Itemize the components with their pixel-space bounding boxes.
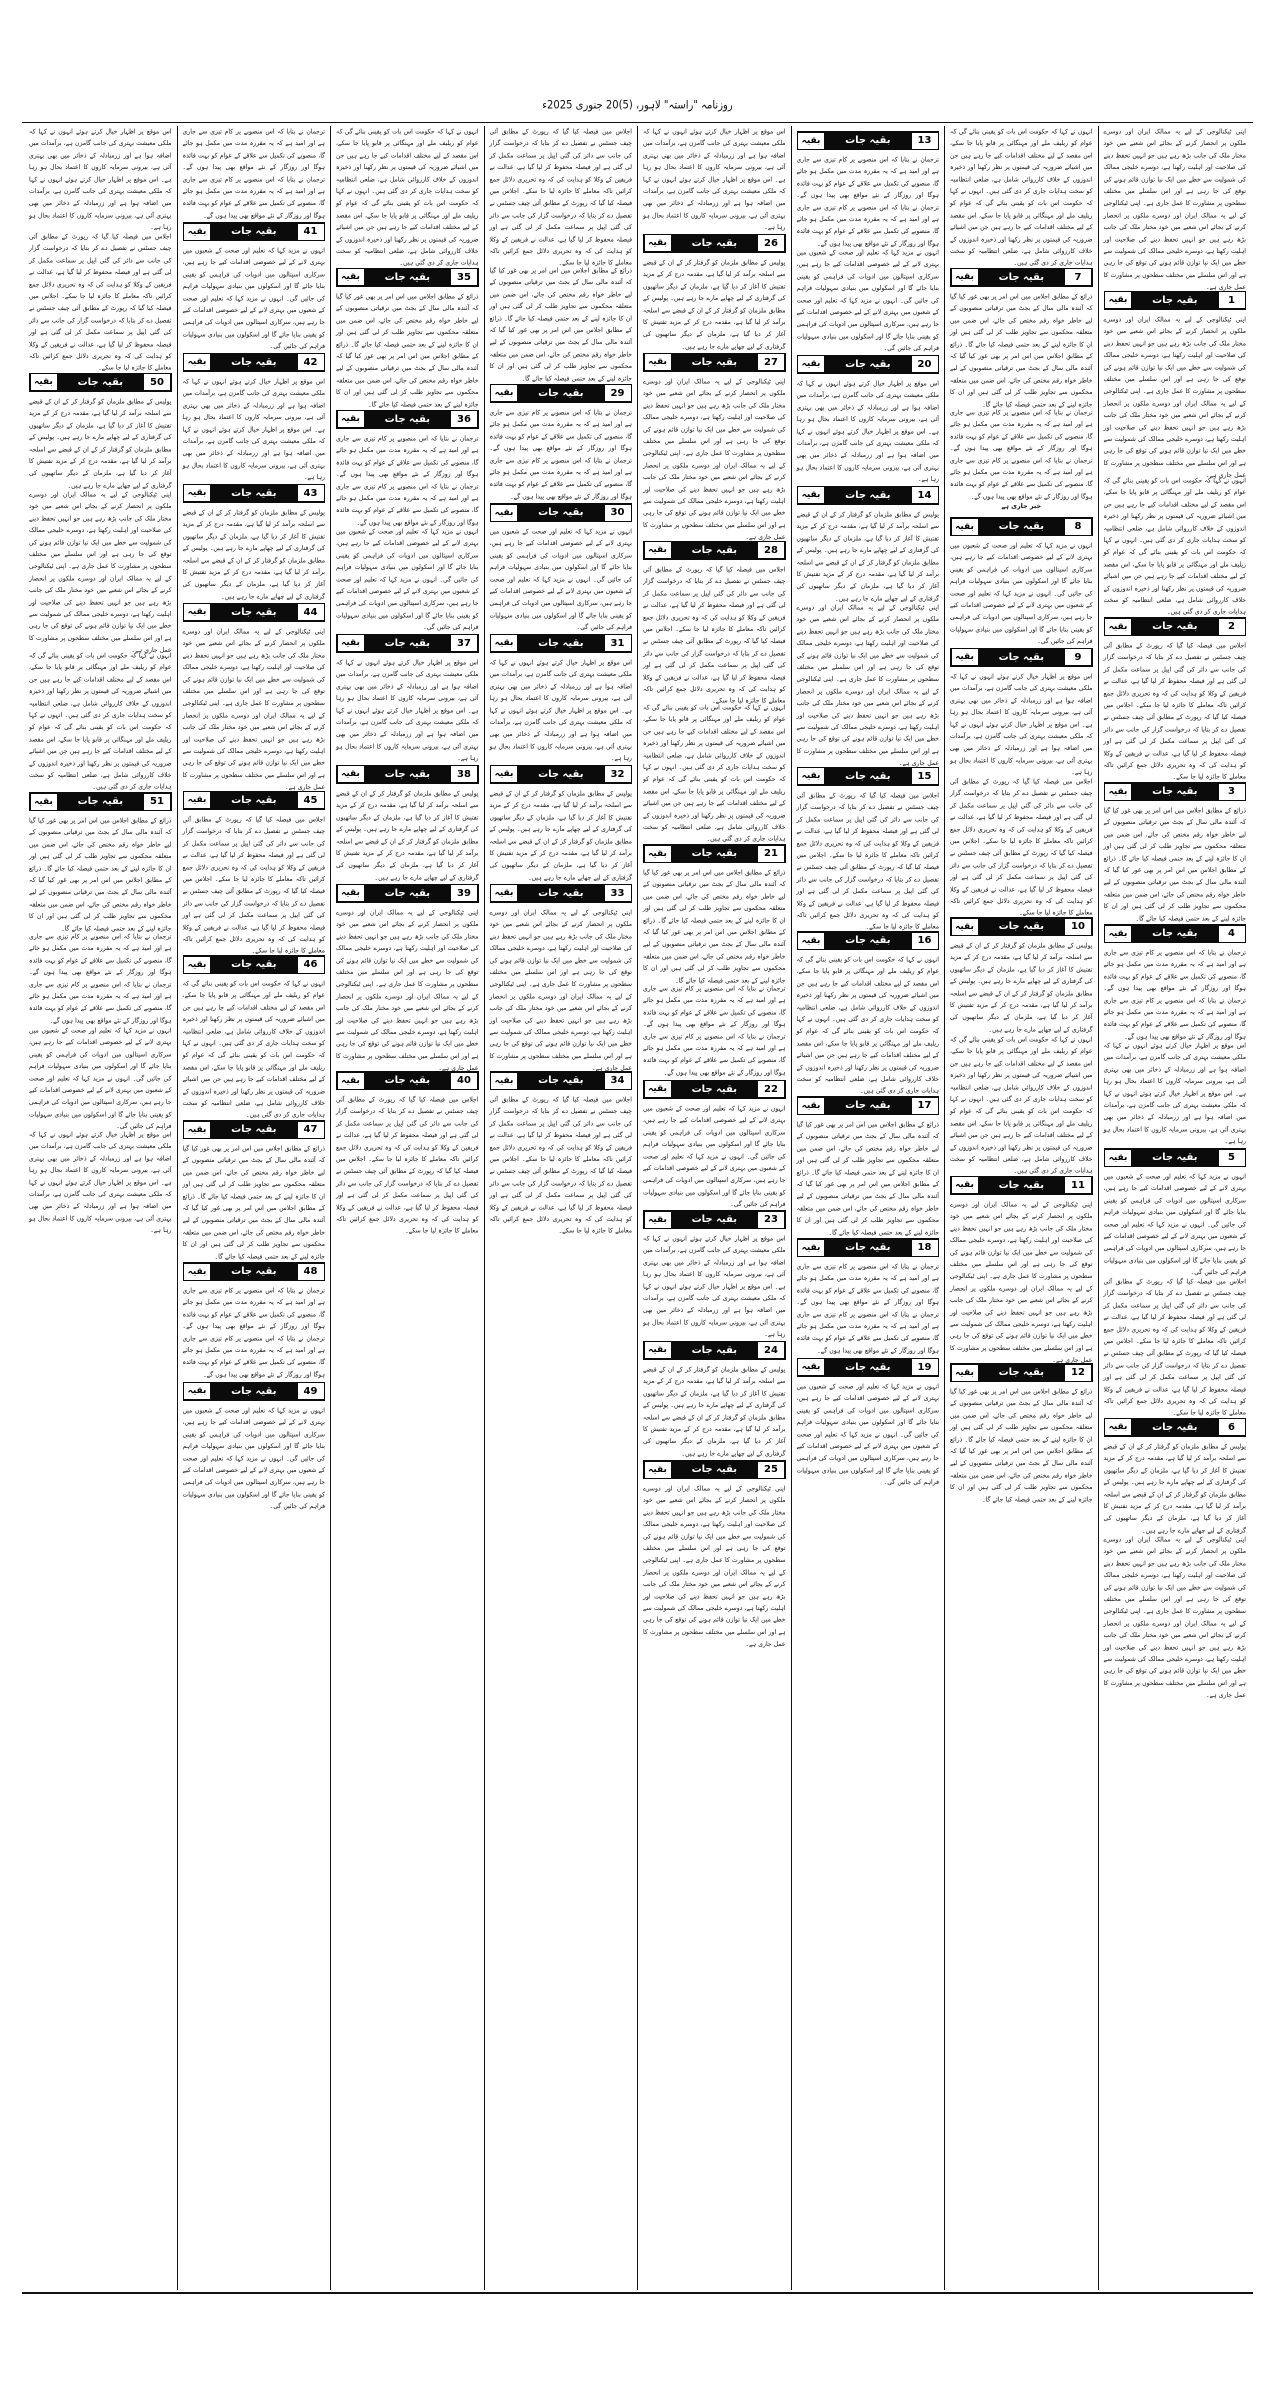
continuation-title: بقیہ جات: [538, 1075, 584, 1087]
article-paragraph: اجلاس میں فیصلہ کیا گیا کہ رپورٹ کے مطابق آئی چیف جسٹس نے تفصیل دے کر بتایا کہ درخواست گزار کی جانب سے دائر کی گئی اپیل پر سماعت مکمل کر لی گئی ہے اور فیصلہ محفوظ کر لیا گیا ہے، عدالت نے فریقین کے وکلا کو ہدایت کی کہ وہ تحریری دلائل جمع کرائیں تاکہ معاملے کا جائزہ لیا جا سکے۔ اجلاس میں فیصلہ کیا گیا کہ رپورٹ کے مطابق آئی چیف جسٹس نے تفصیل دے کر بتایا کہ درخواست گزار کی جانب سے دائر کی گئی اپیل پر سماعت مکمل کر لی گئی ہے اور فیصلہ محفوظ کر لیا گیا ہے، عدالت نے فریقین کے وکلا کو ہدایت کی کہ وہ تحریری دلائل جمع کرائیں تاکہ معاملے کا جائزہ لیا جا سکے۔: [489, 1096, 632, 1236]
continuation-number: 51: [144, 794, 170, 810]
article-paragraph: اجلاس میں فیصلہ کیا گیا کہ رپورٹ کے مطابق آئی چیف جسٹس نے تفصیل دے کر بتایا کہ درخواست گزار کی جانب سے دائر کی گئی اپیل پر سماعت مکمل کر لی گئی ہے اور فیصلہ محفوظ کر لیا گیا ہے، عدالت نے فریقین کے وکلا کو ہدایت کی کہ وہ تحریری دلائل جمع کرائیں تاکہ معاملے کا جائزہ لیا جا سکے۔ اجلاس میں فیصلہ کیا گیا کہ رپورٹ کے مطابق آئی چیف جسٹس نے تفصیل دے کر بتایا کہ درخواست گزار کی جانب سے دائر کی گئی اپیل پر سماعت مکمل کر لی گئی ہے اور فیصلہ محفوظ کر لیا گیا ہے، عدالت نے فریقین کے وکلا کو ہدایت کی کہ وہ تحریری دلائل جمع کرائیں تاکہ معاملے کا جائزہ لیا جا سکے۔: [643, 565, 786, 705]
continuation-number: 37: [451, 635, 477, 651]
newspaper-column: [944, 126, 1098, 2290]
continuation-number: 12: [1065, 1365, 1091, 1381]
article-paragraph: انہوں نے کہا کہ حکومت اس بات کو یقینی بنائے گی کہ عوام کو ریلیف ملے اور مہنگائی پر قابو پایا جا سکے، اس مقصد کے لیے مختلف اقدامات کیے جا رہے ہیں جن میں اشیائے ضروریہ کی قیمتوں پر نظر رکھنا اور ذخیرہ اندوزوں کے خلاف کارروائی شامل ہے، ضلعی انتظامیہ کو سخت ہدایات جاری کر دی گئی ہیں۔ انہوں نے کہا کہ حکومت اس بات کو یقینی بنائے گی کہ عوام کو ریلیف ملے اور مہنگائی پر قابو پایا جا سکے، اس مقصد کے لیے مختلف اقدامات کیے جا رہے ہیں جن میں اشیائے ضروریہ کی قیمتوں پر نظر رکھنا اور ذخیرہ اندوزوں کے خلاف کارروائی شامل ہے، ضلعی انتظامیہ کو سخت ہدایات جاری کر دی گئی ہیں۔: [643, 704, 786, 844]
continuation-header-bar[interactable]: [490, 384, 633, 403]
continuation-header-bar[interactable]: [643, 844, 786, 863]
continuation-tag: بقیہ: [491, 766, 517, 782]
continuation-title: بقیہ جات: [1152, 294, 1198, 306]
article-paragraph: انہوں نے کہا کہ حکومت اس بات کو یقینی بنائے گی کہ عوام کو ریلیف ملے اور مہنگائی پر قابو پایا جا سکے، اس مقصد کے لیے مختلف اقدامات کیے جا رہے ہیں جن میں اشیائے ضروریہ کی قیمتوں پر نظر رکھنا اور ذخیرہ اندوزوں کے خلاف کارروائی شامل ہے، ضلعی انتظامیہ کو سخت ہدایات جاری کر دی گئی ہیں۔ انہوں نے کہا کہ حکومت اس بات کو یقینی بنائے گی کہ عوام کو ریلیف ملے اور مہنگائی پر قابو پایا جا سکے، اس مقصد کے لیے مختلف اقدامات کیے جا رہے ہیں جن میں اشیائے ضروریہ کی قیمتوں پر نظر رکھنا اور ذخیرہ اندوزوں کے خلاف کارروائی شامل ہے، ضلعی انتظامیہ کو سخت ہدایات جاری کر دی گئی ہیں۔: [29, 652, 172, 792]
continuation-header-bar[interactable]: [1104, 1418, 1247, 1437]
article-paragraph: اس موقع پر اظہار خیال کرتے ہوئے انہوں نے کہا کہ ملکی معیشت بہتری کی جانب گامزن ہے، برآمدات میں اضافہ ہوا ہے اور زرمبادلہ کے ذخائر میں بھی بہتری آئی ہے، بیرونی سرمایہ کاروں کا اعتماد بحال ہو رہا ہے۔ اس موقع پر اظہار خیال کرتے ہوئے انہوں نے کہا کہ ملکی معیشت بہتری کی جانب گامزن ہے، برآمدات میں اضافہ ہوا ہے اور زرمبادلہ کے ذخائر میں بھی بہتری آئی ہے، بیرونی سرمایہ کاروں کا اعتماد بحال ہو رہا ہے۔: [489, 658, 632, 763]
newspaper-column: [24, 126, 177, 2290]
continuation-number: 13: [912, 133, 938, 149]
article-paragraph: اپنی ٹیکنالوجی کے لیے یہ ممالک ایران اور دوسرے ملکوں پر انحصار کرنے کے بجائے اس شعبے میں خود مختار ملک کی جانب بڑھ رہے ہیں جو انہیں تحفظ دینے کی صلاحیت اور اہلیت رکھتا ہے، دوسرے خلیجی ممالک کی شمولیت سے خطے میں ایک نیا توازن قائم ہونے کی توقع کی جا رہی ہے اور اس سلسلے میں مختلف سطحوں پر مشاورت کا عمل جاری ہے۔ اپنی ٹیکنالوجی کے لیے یہ ممالک ایران اور دوسرے ملکوں پر انحصار کرنے کے بجائے اس شعبے میں خود مختار ملک کی جانب بڑھ رہے ہیں جو انہیں تحفظ دینے کی صلاحیت اور اہلیت رکھتا ہے، دوسرے خلیجی ممالک کی شمولیت سے خطے میں ایک نیا توازن قائم ہونے کی توقع کی جا رہی ہے اور اس سلسلے میں مختلف سطحوں پر مشاورت کا عمل جاری ہے۔: [950, 1200, 1093, 1364]
continuation-tag: بقیہ: [952, 1365, 978, 1381]
continuation-number: 6: [1219, 1419, 1245, 1435]
continuation-title: بقیہ جات: [231, 959, 277, 971]
continuation-tag: بقیہ: [798, 356, 824, 372]
continuation-tag: بقیہ: [491, 385, 517, 401]
continuation-title: بقیہ جات: [845, 1361, 891, 1373]
article-paragraph: انہوں نے مزید کہا کہ تعلیم اور صحت کے شعبوں میں بہتری لانے کے لیے خصوصی اقدامات کیے جا رہے ہیں، سرکاری اسپتالوں میں ادویات کی فراہمی کو یقینی بنایا جائے گا اور اسکولوں میں بنیادی سہولیات فراہم کی جائیں گی۔ انہوں نے مزید کہا کہ تعلیم اور صحت کے شعبوں میں بہتری لانے کے لیے خصوصی اقدامات کیے جا رہے ہیں، سرکاری اسپتالوں میں ادویات کی فراہمی کو یقینی بنایا جائے گا اور اسکولوں میں بنیادی سہولیات فراہم کی جائیں گی۔: [29, 1026, 172, 1130]
continuation-tag: بقیہ: [1105, 292, 1131, 308]
continuation-title: بقیہ جات: [845, 358, 891, 370]
continuation-tag: بقیہ: [952, 919, 978, 935]
continuation-number: 23: [758, 1212, 784, 1228]
continuation-tag: بقیہ: [491, 505, 517, 521]
continuation-title: بقیہ جات: [538, 507, 584, 519]
continuation-number: 39: [451, 885, 477, 901]
article-paragraph: انہوں نے مزید کہا کہ تعلیم اور صحت کے شعبوں میں بہتری لانے کے لیے خصوصی اقدامات کیے جا رہے ہیں، سرکاری اسپتالوں میں ادویات کی فراہمی کو یقینی بنایا جائے گا اور اسکولوں میں بنیادی سہولیات فراہم کی جائیں گی۔ انہوں نے مزید کہا کہ تعلیم اور صحت کے شعبوں میں بہتری لانے کے لیے خصوصی اقدامات کیے جا رہے ہیں، سرکاری اسپتالوں میں ادویات کی فراہمی کو یقینی بنایا جائے گا اور اسکولوں میں بنیادی سہولیات فراہم کی جائیں گی۔: [796, 249, 939, 353]
continuation-number: 18: [912, 1240, 938, 1256]
article-paragraph: انہوں نے کہا کہ حکومت اس بات کو یقینی بنائے گی کہ عوام کو ریلیف ملے اور مہنگائی پر قابو پایا جا سکے، اس مقصد کے لیے مختلف اقدامات کیے جا رہے ہیں جن میں اشیائے ضروریہ کی قیمتوں پر نظر رکھنا اور ذخیرہ اندوزوں کے خلاف کارروائی شامل ہے، ضلعی انتظامیہ کو سخت ہدایات جاری کر دی گئی ہیں۔ انہوں نے کہا کہ حکومت اس بات کو یقینی بنائے گی کہ عوام کو ریلیف ملے اور مہنگائی پر قابو پایا جا سکے، اس مقصد کے لیے مختلف اقدامات کیے جا رہے ہیں جن میں اشیائے ضروریہ کی قیمتوں پر نظر رکھنا اور ذخیرہ اندوزوں کے خلاف کارروائی شامل ہے، ضلعی انتظامیہ کو سخت ہدایات جاری کر دی گئی ہیں۔: [182, 980, 325, 1120]
continuation-title: بقیہ جات: [998, 921, 1044, 933]
continuation-tag: بقیہ: [1105, 784, 1131, 800]
continuation-header-bar[interactable]: [336, 410, 479, 429]
continuation-title: بقیہ جات: [384, 413, 430, 425]
continuation-tag: بقیہ: [645, 354, 671, 370]
continuation-header-bar[interactable]: [950, 648, 1093, 667]
newspaper-column: [484, 126, 638, 2290]
continuation-number: 31: [605, 635, 631, 651]
continuation-tag: بقیہ: [1105, 619, 1131, 635]
continuation-header-bar[interactable]: [643, 353, 786, 372]
article-paragraph: انہوں نے مزید کہا کہ تعلیم اور صحت کے شعبوں میں بہتری لانے کے لیے خصوصی اقدامات کیے جا رہے ہیں، سرکاری اسپتالوں میں ادویات کی فراہمی کو یقینی بنایا جائے گا اور اسکولوں میں بنیادی سہولیات فراہم کی جائیں گی۔ انہوں نے مزید کہا کہ تعلیم اور صحت کے شعبوں میں بہتری لانے کے لیے خصوصی اقدامات کیے جا رہے ہیں، سرکاری اسپتالوں میں ادویات کی فراہمی کو یقینی بنایا جائے گا اور اسکولوں میں بنیادی سہولیات فراہم کی جائیں گی۔: [336, 528, 479, 632]
continuation-tag: بقیہ: [1105, 926, 1131, 942]
continuation-number: 44: [298, 604, 324, 620]
continuation-title: بقیہ جات: [77, 796, 123, 808]
article-paragraph: پولیس کے مطابق ملزمان کو گرفتار کر کے ان کے قبضے سے اسلحہ برآمد کر لیا گیا ہے، مقدمہ درج کر کے مزید تفتیش کا آغاز کر دیا گیا ہے، ملزمان کے دیگر ساتھیوں کی گرفتاری کے لیے چھاپے مارے جا رہے ہیں۔ پولیس کے مطابق ملزمان کو گرفتار کر کے ان کے قبضے سے اسلحہ برآمد کر لیا گیا ہے، مقدمہ درج کر کے مزید تفتیش کا آغاز کر دیا گیا ہے، ملزمان کے دیگر ساتھیوں کی گرفتاری کے لیے چھاپے مارے جا رہے ہیں۔: [796, 510, 939, 602]
continuation-title: بقیہ جات: [845, 935, 891, 947]
article-paragraph: اپنی ٹیکنالوجی کے لیے یہ ممالک ایران اور دوسرے ملکوں پر انحصار کرنے کے بجائے اس شعبے میں خود مختار ملک کی جانب بڑھ رہے ہیں جو انہیں تحفظ دینے کی صلاحیت اور اہلیت رکھتا ہے، دوسرے خلیجی ممالک کی شمولیت سے خطے میں ایک نیا توازن قائم ہونے کی توقع کی جا رہی ہے اور اس سلسلے میں مختلف سطحوں پر مشاورت کا عمل جاری ہے۔ اپنی ٹیکنالوجی کے لیے یہ ممالک ایران اور دوسرے ملکوں پر انحصار کرنے کے بجائے اس شعبے میں خود مختار ملک کی جانب بڑھ رہے ہیں جو انہیں تحفظ دینے کی صلاحیت اور اہلیت رکھتا ہے، دوسرے خلیجی ممالک کی شمولیت سے خطے میں ایک نیا توازن قائم ہونے کی توقع کی جا رہی ہے اور اس سلسلے میں مختلف سطحوں پر مشاورت کا عمل جاری ہے۔: [796, 603, 939, 767]
article-paragraph: انہوں نے کہا کہ حکومت اس بات کو یقینی بنائے گی کہ عوام کو ریلیف ملے اور مہنگائی پر قابو پایا جا سکے، اس مقصد کے لیے مختلف اقدامات کیے جا رہے ہیں جن میں اشیائے ضروریہ کی قیمتوں پر نظر رکھنا اور ذخیرہ اندوزوں کے خلاف کارروائی شامل ہے، ضلعی انتظامیہ کو سخت ہدایات جاری کر دی گئی ہیں۔ انہوں نے کہا کہ حکومت اس بات کو یقینی بنائے گی کہ عوام کو ریلیف ملے اور مہنگائی پر قابو پایا جا سکے، اس مقصد کے لیے مختلف اقدامات کیے جا رہے ہیں جن میں اشیائے ضروریہ کی قیمتوں پر نظر رکھنا اور ذخیرہ اندوزوں کے خلاف کارروائی شامل ہے، ضلعی انتظامیہ کو سخت ہدایات جاری کر دی گئی ہیں۔: [1103, 477, 1246, 617]
article-paragraph: اجلاس میں فیصلہ کیا گیا کہ رپورٹ کے مطابق آئی چیف جسٹس نے تفصیل دے کر بتایا کہ درخواست گزار کی جانب سے دائر کی گئی اپیل پر سماعت مکمل کر لی گئی ہے اور فیصلہ محفوظ کر لیا گیا ہے، عدالت نے فریقین کے وکلا کو ہدایت کی کہ وہ تحریری دلائل جمع کرائیں تاکہ معاملے کا جائزہ لیا جا سکے۔ اجلاس میں فیصلہ کیا گیا کہ رپورٹ کے مطابق آئی چیف جسٹس نے تفصیل دے کر بتایا کہ درخواست گزار کی جانب سے دائر کی گئی اپیل پر سماعت مکمل کر لی گئی ہے اور فیصلہ محفوظ کر لیا گیا ہے، عدالت نے فریقین کے وکلا کو ہدایت کی کہ وہ تحریری دلائل جمع کرائیں تاکہ معاملے کا جائزہ لیا جا سکے۔: [1103, 1277, 1246, 1417]
continuation-title: بقیہ جات: [845, 135, 891, 146]
continuation-title: بقیہ جات: [998, 521, 1044, 533]
continuation-header-bar[interactable]: [950, 917, 1093, 936]
article-paragraph: اس موقع پر اظہار خیال کرتے ہوئے انہوں نے کہا کہ ملکی معیشت بہتری کی جانب گامزن ہے، برآمدات میں اضافہ ہوا ہے اور زرمبادلہ کے ذخائر میں بھی بہتری آئی ہے، بیرونی سرمایہ کاروں کا اعتماد بحال ہو رہا ہے۔ اس موقع پر اظہار خیال کرتے ہوئے انہوں نے کہا کہ ملکی معیشت بہتری کی جانب گامزن ہے، برآمدات میں اضافہ ہوا ہے اور زرمبادلہ کے ذخائر میں بھی بہتری آئی ہے، بیرونی سرمایہ کاروں کا اعتماد بحال ہو رہا ہے۔: [1103, 1042, 1246, 1146]
continuation-number: 32: [605, 766, 631, 782]
newspaper-column: [1098, 126, 1252, 2290]
article-paragraph: اپنی ٹیکنالوجی کے لیے یہ ممالک ایران اور دوسرے ملکوں پر انحصار کرنے کے بجائے اس شعبے میں خود مختار ملک کی جانب بڑھ رہے ہیں جو انہیں تحفظ دینے کی صلاحیت اور اہلیت رکھتا ہے، دوسرے خلیجی ممالک کی شمولیت سے خطے میں ایک نیا توازن قائم ہونے کی توقع کی جا رہی ہے اور اس سلسلے میں مختلف سطحوں پر مشاورت کا عمل جاری ہے۔ اپنی ٹیکنالوجی کے لیے یہ ممالک ایران اور دوسرے ملکوں پر انحصار کرنے کے بجائے اس شعبے میں خود مختار ملک کی جانب بڑھ رہے ہیں جو انہیں تحفظ دینے کی صلاحیت اور اہلیت رکھتا ہے، دوسرے خلیجی ممالک کی شمولیت سے خطے میں ایک نیا توازن قائم ہونے کی توقع کی جا رہی ہے اور اس سلسلے میں مختلف سطحوں پر مشاورت کا عمل جاری ہے۔: [1103, 315, 1246, 479]
continuation-header-bar[interactable]: [950, 1176, 1093, 1195]
continuation-tag: بقیہ: [184, 1383, 210, 1399]
continuation-number: 4: [1219, 926, 1245, 942]
continuation-header-bar[interactable]: [490, 884, 633, 903]
continuation-tag: بقیہ: [1105, 1419, 1131, 1435]
continuation-tag: بقیہ: [338, 885, 364, 901]
continuation-title: بقیہ جات: [384, 768, 430, 780]
article-paragraph: پولیس کے مطابق ملزمان کو گرفتار کر کے ان کے قبضے سے اسلحہ برآمد کر لیا گیا ہے، مقدمہ درج کر کے مزید تفتیش کا آغاز کر دیا گیا ہے، ملزمان کے دیگر ساتھیوں کی گرفتاری کے لیے چھاپے مارے جا رہے ہیں۔ پولیس کے مطابق ملزمان کو گرفتار کر کے ان کے قبضے سے اسلحہ برآمد کر لیا گیا ہے، مقدمہ درج کر کے مزید تفتیش کا آغاز کر دیا گیا ہے، ملزمان کے دیگر ساتھیوں کی گرفتاری کے لیے چھاپے مارے جا رہے ہیں۔: [182, 508, 325, 600]
continuation-header-bar[interactable]: [643, 1080, 786, 1099]
article-paragraph: پولیس کے مطابق ملزمان کو گرفتار کر کے ان کے قبضے سے اسلحہ برآمد کر لیا گیا ہے، مقدمہ درج کر کے مزید تفتیش کا آغاز کر دیا گیا ہے، ملزمان کے دیگر ساتھیوں کی گرفتاری کے لیے چھاپے مارے جا رہے ہیں۔ پولیس کے مطابق ملزمان کو گرفتار کر کے ان کے قبضے سے اسلحہ برآمد کر لیا گیا ہے، مقدمہ درج کر کے مزید تفتیش کا آغاز کر دیا گیا ہے، ملزمان کے دیگر ساتھیوں کی گرفتاری کے لیے چھاپے مارے جا رہے ہیں۔: [489, 789, 632, 881]
continuation-header-bar[interactable]: [1104, 924, 1247, 943]
newspaper-column: [330, 126, 484, 2290]
continuation-header-bar[interactable]: [797, 1096, 940, 1115]
continuation-header-bar[interactable]: [643, 1460, 786, 1479]
continuation-tag: بقیہ: [952, 1177, 978, 1193]
continuation-tag: بقیہ: [31, 374, 57, 390]
continuation-tag: بقیہ: [645, 1212, 671, 1228]
article-paragraph: انہوں نے مزید کہا کہ تعلیم اور صحت کے شعبوں میں بہتری لانے کے لیے خصوصی اقدامات کیے جا رہے ہیں، سرکاری اسپتالوں میں ادویات کی فراہمی کو یقینی بنایا جائے گا اور اسکولوں میں بنیادی سہولیات فراہم کی جائیں گی۔ انہوں نے مزید کہا کہ تعلیم اور صحت کے شعبوں میں بہتری لانے کے لیے خصوصی اقدامات کیے جا رہے ہیں، سرکاری اسپتالوں میں ادویات کی فراہمی کو یقینی بنایا جائے گا اور اسکولوں میں بنیادی سہولیات فراہم کی جائیں گی۔: [950, 542, 1093, 646]
continuation-tag: بقیہ: [31, 794, 57, 810]
article-paragraph: ذرائع کے مطابق اجلاس میں اس امر پر بھی غور کیا گیا کہ آئندہ مالی سال کے بجٹ میں ترقیاتی منصوبوں کے لیے خاطر خواہ رقم مختص کی جائے، اس ضمن میں متعلقہ محکموں سے تجاویز طلب کر لی گئی ہیں اور ان کا جائزہ لینے کے بعد حتمی فیصلہ کیا جائے گا۔ ذرائع کے مطابق اجلاس میں اس امر پر بھی غور کیا گیا کہ آئندہ مالی سال کے بجٹ میں ترقیاتی منصوبوں کے لیے خاطر خواہ رقم مختص کی جائے، اس ضمن میں متعلقہ محکموں سے تجاویز طلب کر لی گئی ہیں اور ان کا جائزہ لینے کے بعد حتمی فیصلہ کیا جائے گا۔: [1103, 807, 1246, 923]
continuation-number: 48: [298, 1264, 324, 1280]
continuation-number: 50: [144, 374, 170, 390]
continuation-header-bar[interactable]: [950, 517, 1093, 536]
continuation-header-bar[interactable]: [1104, 782, 1247, 801]
continuation-title: بقیہ جات: [538, 637, 584, 649]
continuation-title: بقیہ جات: [691, 1464, 737, 1476]
continuation-title: بقیہ جات: [845, 1100, 891, 1112]
continuation-tag: بقیہ: [184, 354, 210, 370]
article-paragraph: انہوں نے مزید کہا کہ تعلیم اور صحت کے شعبوں میں بہتری لانے کے لیے خصوصی اقدامات کیے جا رہے ہیں، سرکاری اسپتالوں میں ادویات کی فراہمی کو یقینی بنایا جائے گا اور اسکولوں میں بنیادی سہولیات فراہم کی جائیں گی۔ انہوں نے مزید کہا کہ تعلیم اور صحت کے شعبوں میں بہتری لانے کے لیے خصوصی اقدامات کیے جا رہے ہیں، سرکاری اسپتالوں میں ادویات کی فراہمی کو یقینی بنایا جائے گا اور اسکولوں میں بنیادی سہولیات فراہم کی جائیں گی۔: [489, 528, 632, 632]
continuation-title: بقیہ جات: [538, 887, 584, 899]
continuation-header-bar[interactable]: [336, 268, 479, 287]
article-paragraph: انہوں نے کہا کہ حکومت اس بات کو یقینی بنائے گی کہ عوام کو ریلیف ملے اور مہنگائی پر قابو پایا جا سکے، اس مقصد کے لیے مختلف اقدامات کیے جا رہے ہیں جن میں اشیائے ضروریہ کی قیمتوں پر نظر رکھنا اور ذخیرہ اندوزوں کے خلاف کارروائی شامل ہے، ضلعی انتظامیہ کو سخت ہدایات جاری کر دی گئی ہیں۔ انہوں نے کہا کہ حکومت اس بات کو یقینی بنائے گی کہ عوام کو ریلیف ملے اور مہنگائی پر قابو پایا جا سکے، اس مقصد کے لیے مختلف اقدامات کیے جا رہے ہیں جن میں اشیائے ضروریہ کی قیمتوں پر نظر رکھنا اور ذخیرہ اندوزوں کے خلاف کارروائی شامل ہے، ضلعی انتظامیہ کو سخت ہدایات جاری کر دی گئی ہیں۔: [336, 128, 479, 268]
continuation-number: 10: [1065, 919, 1091, 935]
masthead-text: روزنامہ "راستہ" لاہور، (5)20 جنوری 2025ء: [542, 99, 733, 112]
continuation-tag: بقیہ: [184, 1264, 210, 1280]
continuation-tag: بقیہ: [798, 1359, 824, 1375]
continuation-title: بقیہ جات: [231, 1124, 277, 1136]
article-paragraph: پولیس کے مطابق ملزمان کو گرفتار کر کے ان کے قبضے سے اسلحہ برآمد کر لیا گیا ہے، مقدمہ درج کر کے مزید تفتیش کا آغاز کر دیا گیا ہے، ملزمان کے دیگر ساتھیوں کی گرفتاری کے لیے چھاپے مارے جا رہے ہیں۔ پولیس کے مطابق ملزمان کو گرفتار کر کے ان کے قبضے سے اسلحہ برآمد کر لیا گیا ہے، مقدمہ درج کر کے مزید تفتیش کا آغاز کر دیا گیا ہے، ملزمان کے دیگر ساتھیوں کی گرفتاری کے لیے چھاپے مارے جا رہے ہیں۔: [643, 1366, 786, 1458]
continuation-header-bar[interactable]: [336, 634, 479, 653]
continuation-tag: بقیہ: [952, 649, 978, 665]
continuation-number: 28: [758, 542, 784, 558]
continuation-tag: بقیہ: [338, 635, 364, 651]
continuation-header-bar[interactable]: [797, 486, 940, 505]
continuation-title: بقیہ جات: [998, 1367, 1044, 1379]
continuation-title: بقیہ جات: [231, 1266, 277, 1278]
continuation-title: بقیہ جات: [691, 1083, 737, 1095]
continuation-tag: بقیہ: [645, 542, 671, 558]
article-paragraph: پولیس کے مطابق ملزمان کو گرفتار کر کے ان کے قبضے سے اسلحہ برآمد کر لیا گیا ہے، مقدمہ درج کر کے مزید تفتیش کا آغاز کر دیا گیا ہے، ملزمان کے دیگر ساتھیوں کی گرفتاری کے لیے چھاپے مارے جا رہے ہیں۔ پولیس کے مطابق ملزمان کو گرفتار کر کے ان کے قبضے سے اسلحہ برآمد کر لیا گیا ہے، مقدمہ درج کر کے مزید تفتیش کا آغاز کر دیا گیا ہے، ملزمان کے دیگر ساتھیوں کی گرفتاری کے لیے چھاپے مارے جا رہے ہیں۔: [336, 789, 479, 881]
article-paragraph: ترجمان نے بتایا کہ اس منصوبے پر کام تیزی سے جاری ہے اور امید ہے کہ یہ مقررہ مدت میں مکمل ہو جائے گا، منصوبے کی تکمیل سے علاقے کے عوام کو بہت فائدہ ہوگا اور روزگار کے نئے مواقع بھی پیدا ہوں گے۔ ترجمان نے بتایا کہ اس منصوبے پر کام تیزی سے جاری ہے اور امید ہے کہ یہ مقررہ مدت میں مکمل ہو جائے گا، منصوبے کی تکمیل سے علاقے کے عوام کو بہت فائدہ ہوگا اور روزگار کے نئے مواقع بھی پیدا ہوں گے۔: [182, 1287, 325, 1379]
continuation-title: بقیہ جات: [998, 271, 1044, 283]
continuation-title: بقیہ جات: [1152, 621, 1198, 633]
article-paragraph: انہوں نے کہا کہ حکومت اس بات کو یقینی بنائے گی کہ عوام کو ریلیف ملے اور مہنگائی پر قابو پایا جا سکے، اس مقصد کے لیے مختلف اقدامات کیے جا رہے ہیں جن میں اشیائے ضروریہ کی قیمتوں پر نظر رکھنا اور ذخیرہ اندوزوں کے خلاف کارروائی شامل ہے، ضلعی انتظامیہ کو سخت ہدایات جاری کر دی گئی ہیں۔ انہوں نے کہا کہ حکومت اس بات کو یقینی بنائے گی کہ عوام کو ریلیف ملے اور مہنگائی پر قابو پایا جا سکے، اس مقصد کے لیے مختلف اقدامات کیے جا رہے ہیں جن میں اشیائے ضروریہ کی قیمتوں پر نظر رکھنا اور ذخیرہ اندوزوں کے خلاف کارروائی شامل ہے، ضلعی انتظامیہ کو سخت ہدایات جاری کر دی گئی ہیں۔: [796, 956, 939, 1096]
continuation-number: 42: [298, 354, 324, 370]
continuation-header-bar[interactable]: [1104, 1148, 1247, 1167]
article-paragraph: ترجمان نے بتایا کہ اس منصوبے پر کام تیزی سے جاری ہے اور امید ہے کہ یہ مقررہ مدت میں مکمل ہو جائے گا، منصوبے کی تکمیل سے علاقے کے عوام کو بہت فائدہ ہوگا اور روزگار کے نئے مواقع بھی پیدا ہوں گے۔ ترجمان نے بتایا کہ اس منصوبے پر کام تیزی سے جاری ہے اور امید ہے کہ یہ مقررہ مدت میں مکمل ہو جائے گا، منصوبے کی تکمیل سے علاقے کے عوام کو بہت فائدہ ہوگا اور روزگار کے نئے مواقع بھی پیدا ہوں گے۔: [29, 933, 172, 1025]
continuation-number: 25: [758, 1462, 784, 1478]
article-paragraph: اپنی ٹیکنالوجی کے لیے یہ ممالک ایران اور دوسرے ملکوں پر انحصار کرنے کے بجائے اس شعبے میں خود مختار ملک کی جانب بڑھ رہے ہیں جو انہیں تحفظ دینے کی صلاحیت اور اہلیت رکھتا ہے، دوسرے خلیجی ممالک کی شمولیت سے خطے میں ایک نیا توازن قائم ہونے کی توقع کی جا رہی ہے اور اس سلسلے میں مختلف سطحوں پر مشاورت کا عمل جاری ہے۔ اپنی ٹیکنالوجی کے لیے یہ ممالک ایران اور دوسرے ملکوں پر انحصار کرنے کے بجائے اس شعبے میں خود مختار ملک کی جانب بڑھ رہے ہیں جو انہیں تحفظ دینے کی صلاحیت اور اہلیت رکھتا ہے، دوسرے خلیجی ممالک کی شمولیت سے خطے میں ایک نیا توازن قائم ہونے کی توقع کی جا رہی ہے اور اس سلسلے میں مختلف سطحوں پر مشاورت کا عمل جاری ہے۔: [182, 627, 325, 791]
continuation-number: 21: [758, 846, 784, 862]
article-paragraph: اجلاس میں فیصلہ کیا گیا کہ رپورٹ کے مطابق آئی چیف جسٹس نے تفصیل دے کر بتایا کہ درخواست گزار کی جانب سے دائر کی گئی اپیل پر سماعت مکمل کر لی گئی ہے اور فیصلہ محفوظ کر لیا گیا ہے، عدالت نے فریقین کے وکلا کو ہدایت کی کہ وہ تحریری دلائل جمع کرائیں تاکہ معاملے کا جائزہ لیا جا سکے۔ اجلاس میں فیصلہ کیا گیا کہ رپورٹ کے مطابق آئی چیف جسٹس نے تفصیل دے کر بتایا کہ درخواست گزار کی جانب سے دائر کی گئی اپیل پر سماعت مکمل کر لی گئی ہے اور فیصلہ محفوظ کر لیا گیا ہے، عدالت نے فریقین کے وکلا کو ہدایت کی کہ وہ تحریری دلائل جمع کرائیں تاکہ معاملے کا جائزہ لیا جا سکے۔: [336, 1096, 479, 1236]
continuation-header-bar[interactable]: [29, 373, 172, 392]
continuation-number: 38: [451, 766, 477, 782]
continuation-tag: بقیہ: [338, 269, 364, 285]
continuation-header-bar[interactable]: [183, 1382, 326, 1401]
continuation-tag: بقیہ: [798, 487, 824, 503]
continuation-title: بقیہ جات: [1152, 1421, 1198, 1433]
continuation-tag: بقیہ: [645, 1081, 671, 1097]
article-paragraph: انہوں نے مزید کہا کہ تعلیم اور صحت کے شعبوں میں بہتری لانے کے لیے خصوصی اقدامات کیے جا رہے ہیں، سرکاری اسپتالوں میں ادویات کی فراہمی کو یقینی بنایا جائے گا اور اسکولوں میں بنیادی سہولیات فراہم کی جائیں گی۔ انہوں نے مزید کہا کہ تعلیم اور صحت کے شعبوں میں بہتری لانے کے لیے خصوصی اقدامات کیے جا رہے ہیں، سرکاری اسپتالوں میں ادویات کی فراہمی کو یقینی بنایا جائے گا اور اسکولوں میں بنیادی سہولیات فراہم کی جائیں گی۔: [643, 1104, 786, 1208]
continuation-number: 9: [1065, 649, 1091, 665]
article-paragraph: پولیس کے مطابق ملزمان کو گرفتار کر کے ان کے قبضے سے اسلحہ برآمد کر لیا گیا ہے، مقدمہ درج کر کے مزید تفتیش کا آغاز کر دیا گیا ہے، ملزمان کے دیگر ساتھیوں کی گرفتاری کے لیے چھاپے مارے جا رہے ہیں۔ پولیس کے مطابق ملزمان کو گرفتار کر کے ان کے قبضے سے اسلحہ برآمد کر لیا گیا ہے، مقدمہ درج کر کے مزید تفتیش کا آغاز کر دیا گیا ہے، ملزمان کے دیگر ساتھیوں کی گرفتاری کے لیے چھاپے مارے جا رہے ہیں۔: [643, 258, 786, 350]
continuation-number: 40: [451, 1073, 477, 1089]
continuation-number: 49: [298, 1383, 324, 1399]
article-paragraph: انہوں نے کہا کہ حکومت اس بات کو یقینی بنائے گی کہ عوام کو ریلیف ملے اور مہنگائی پر قابو پایا جا سکے، اس مقصد کے لیے مختلف اقدامات کیے جا رہے ہیں جن میں اشیائے ضروریہ کی قیمتوں پر نظر رکھنا اور ذخیرہ اندوزوں کے خلاف کارروائی شامل ہے، ضلعی انتظامیہ کو سخت ہدایات جاری کر دی گئی ہیں۔ انہوں نے کہا کہ حکومت اس بات کو یقینی بنائے گی کہ عوام کو ریلیف ملے اور مہنگائی پر قابو پایا جا سکے، اس مقصد کے لیے مختلف اقدامات کیے جا رہے ہیں جن میں اشیائے ضروریہ کی قیمتوں پر نظر رکھنا اور ذخیرہ اندوزوں کے خلاف کارروائی شامل ہے، ضلعی انتظامیہ کو سخت ہدایات جاری کر دی گئی ہیں۔: [950, 1035, 1093, 1175]
article-paragraph: اجلاس میں فیصلہ کیا گیا کہ رپورٹ کے مطابق آئی چیف جسٹس نے تفصیل دے کر بتایا کہ درخواست گزار کی جانب سے دائر کی گئی اپیل پر سماعت مکمل کر لی گئی ہے اور فیصلہ محفوظ کر لیا گیا ہے، عدالت نے فریقین کے وکلا کو ہدایت کی کہ وہ تحریری دلائل جمع کرائیں تاکہ معاملے کا جائزہ لیا جا سکے۔ اجلاس میں فیصلہ کیا گیا کہ رپورٹ کے مطابق آئی چیف جسٹس نے تفصیل دے کر بتایا کہ درخواست گزار کی جانب سے دائر کی گئی اپیل پر سماعت مکمل کر لی گئی ہے اور فیصلہ محفوظ کر لیا گیا ہے، عدالت نے فریقین کے وکلا کو ہدایت کی کہ وہ تحریری دلائل جمع کرائیں تاکہ معاملے کا جائزہ لیا جا سکے۔: [1103, 642, 1246, 782]
article-paragraph: ترجمان نے بتایا کہ اس منصوبے پر کام تیزی سے جاری ہے اور امید ہے کہ یہ مقررہ مدت میں مکمل ہو جائے گا، منصوبے کی تکمیل سے علاقے کے عوام کو بہت فائدہ ہوگا اور روزگار کے نئے مواقع بھی پیدا ہوں گے۔ ترجمان نے بتایا کہ اس منصوبے پر کام تیزی سے جاری ہے اور امید ہے کہ یہ مقررہ مدت میں مکمل ہو جائے گا، منصوبے کی تکمیل سے علاقے کے عوام کو بہت فائدہ ہوگا اور روزگار کے نئے مواقع بھی پیدا ہوں گے۔: [796, 156, 939, 248]
article-paragraph: انہوں نے مزید کہا کہ تعلیم اور صحت کے شعبوں میں بہتری لانے کے لیے خصوصی اقدامات کیے جا رہے ہیں، سرکاری اسپتالوں میں ادویات کی فراہمی کو یقینی بنایا جائے گا اور اسکولوں میں بنیادی سہولیات فراہم کی جائیں گی۔ انہوں نے مزید کہا کہ تعلیم اور صحت کے شعبوں میں بہتری لانے کے لیے خصوصی اقدامات کیے جا رہے ہیں، سرکاری اسپتالوں میں ادویات کی فراہمی کو یقینی بنایا جائے گا اور اسکولوں میں بنیادی سہولیات فراہم کی جائیں گی۔: [182, 247, 325, 351]
continuation-title: بقیہ جات: [231, 794, 277, 806]
continuation-tag: بقیہ: [184, 224, 210, 240]
continuation-tag: بقیہ: [1105, 1150, 1131, 1166]
continuation-title: بقیہ جات: [538, 387, 584, 399]
continuation-title: بقیہ جات: [231, 226, 277, 238]
article-paragraph: ذرائع کے مطابق اجلاس میں اس امر پر بھی غور کیا گیا کہ آئندہ مالی سال کے بجٹ میں ترقیاتی منصوبوں کے لیے خاطر خواہ رقم مختص کی جائے، اس ضمن میں متعلقہ محکموں سے تجاویز طلب کر لی گئی ہیں اور ان کا جائزہ لینے کے بعد حتمی فیصلہ کیا جائے گا۔ ذرائع کے مطابق اجلاس میں اس امر پر بھی غور کیا گیا کہ آئندہ مالی سال کے بجٹ میں ترقیاتی منصوبوں کے لیے خاطر خواہ رقم مختص کی جائے، اس ضمن میں متعلقہ محکموں سے تجاویز طلب کر لی گئی ہیں اور ان کا جائزہ لینے کے بعد حتمی فیصلہ کیا جائے گا۔: [182, 1145, 325, 1261]
continuation-title: بقیہ جات: [1152, 1152, 1198, 1164]
article-paragraph: اس موقع پر اظہار خیال کرتے ہوئے انہوں نے کہا کہ ملکی معیشت بہتری کی جانب گامزن ہے، برآمدات میں اضافہ ہوا ہے اور زرمبادلہ کے ذخائر میں بھی بہتری آئی ہے، بیرونی سرمایہ کاروں کا اعتماد بحال ہو رہا ہے۔ اس موقع پر اظہار خیال کرتے ہوئے انہوں نے کہا کہ ملکی معیشت بہتری کی جانب گامزن ہے، برآمدات میں اضافہ ہوا ہے اور زرمبادلہ کے ذخائر میں بھی بہتری آئی ہے، بیرونی سرمایہ کاروں کا اعتماد بحال ہو رہا ہے۔: [182, 378, 325, 482]
continuation-tag: بقیہ: [798, 933, 824, 949]
article-paragraph: ذرائع کے مطابق اجلاس میں اس امر پر بھی غور کیا گیا کہ آئندہ مالی سال کے بجٹ میں ترقیاتی منصوبوں کے لیے خاطر خواہ رقم مختص کی جائے، اس ضمن میں متعلقہ محکموں سے تجاویز طلب کر لی گئی ہیں اور ان کا جائزہ لینے کے بعد حتمی فیصلہ کیا جائے گا۔ ذرائع کے مطابق اجلاس میں اس امر پر بھی غور کیا گیا کہ آئندہ مالی سال کے بجٹ میں ترقیاتی منصوبوں کے لیے خاطر خواہ رقم مختص کی جائے، اس ضمن میں متعلقہ محکموں سے تجاویز طلب کر لی گئی ہیں اور ان کا جائزہ لینے کے بعد حتمی فیصلہ کیا جائے گا۔: [489, 266, 632, 383]
article-paragraph: پولیس کے مطابق ملزمان کو گرفتار کر کے ان کے قبضے سے اسلحہ برآمد کر لیا گیا ہے، مقدمہ درج کر کے مزید تفتیش کا آغاز کر دیا گیا ہے، ملزمان کے دیگر ساتھیوں کی گرفتاری کے لیے چھاپے مارے جا رہے ہیں۔ پولیس کے مطابق ملزمان کو گرفتار کر کے ان کے قبضے سے اسلحہ برآمد کر لیا گیا ہے، مقدمہ درج کر کے مزید تفتیش کا آغاز کر دیا گیا ہے، ملزمان کے دیگر ساتھیوں کی گرفتاری کے لیے چھاپے مارے جا رہے ہیں۔: [1103, 1442, 1246, 1534]
article-paragraph: ذرائع کے مطابق اجلاس میں اس امر پر بھی غور کیا گیا کہ آئندہ مالی سال کے بجٹ میں ترقیاتی منصوبوں کے لیے خاطر خواہ رقم مختص کی جائے، اس ضمن میں متعلقہ محکموں سے تجاویز طلب کر لی گئی ہیں اور ان کا جائزہ لینے کے بعد حتمی فیصلہ کیا جائے گا۔ ذرائع کے مطابق اجلاس میں اس امر پر بھی غور کیا گیا کہ آئندہ مالی سال کے بجٹ میں ترقیاتی منصوبوں کے لیے خاطر خواہ رقم مختص کی جائے، اس ضمن میں متعلقہ محکموں سے تجاویز طلب کر لی گئی ہیں اور ان کا جائزہ لینے کے بعد حتمی فیصلہ کیا جائے گا۔: [643, 869, 786, 985]
continuation-tag: بقیہ: [798, 768, 824, 784]
continuation-title: بقیہ جات: [691, 544, 737, 556]
newspaper-columns: [24, 126, 1251, 2290]
continuation-tag: بقیہ: [184, 604, 210, 620]
continuation-number: 29: [605, 385, 631, 401]
article-paragraph: اپنی ٹیکنالوجی کے لیے یہ ممالک ایران اور دوسرے ملکوں پر انحصار کرنے کے بجائے اس شعبے میں خود مختار ملک کی جانب بڑھ رہے ہیں جو انہیں تحفظ دینے کی صلاحیت اور اہلیت رکھتا ہے، دوسرے خلیجی ممالک کی شمولیت سے خطے میں ایک نیا توازن قائم ہونے کی توقع کی جا رہی ہے اور اس سلسلے میں مختلف سطحوں پر مشاورت کا عمل جاری ہے۔ اپنی ٹیکنالوجی کے لیے یہ ممالک ایران اور دوسرے ملکوں پر انحصار کرنے کے بجائے اس شعبے میں خود مختار ملک کی جانب بڑھ رہے ہیں جو انہیں تحفظ دینے کی صلاحیت اور اہلیت رکھتا ہے، دوسرے خلیجی ممالک کی شمولیت سے خطے میں ایک نیا توازن قائم ہونے کی توقع کی جا رہی ہے اور اس سلسلے میں مختلف سطحوں پر مشاورت کا عمل جاری ہے۔: [1103, 128, 1246, 292]
article-paragraph: انہوں نے مزید کہا کہ تعلیم اور صحت کے شعبوں میں بہتری لانے کے لیے خصوصی اقدامات کیے جا رہے ہیں، سرکاری اسپتالوں میں ادویات کی فراہمی کو یقینی بنایا جائے گا اور اسکولوں میں بنیادی سہولیات فراہم کی جائیں گی۔ انہوں نے مزید کہا کہ تعلیم اور صحت کے شعبوں میں بہتری لانے کے لیے خصوصی اقدامات کیے جا رہے ہیں، سرکاری اسپتالوں میں ادویات کی فراہمی کو یقینی بنایا جائے گا اور اسکولوں میں بنیادی سہولیات فراہم کی جائیں گی۔: [796, 1382, 939, 1486]
article-paragraph: اس موقع پر اظہار خیال کرتے ہوئے انہوں نے کہا کہ ملکی معیشت بہتری کی جانب گامزن ہے، برآمدات میں اضافہ ہوا ہے اور زرمبادلہ کے ذخائر میں بھی بہتری آئی ہے، بیرونی سرمایہ کاروں کا اعتماد بحال ہو رہا ہے۔ اس موقع پر اظہار خیال کرتے ہوئے انہوں نے کہا کہ ملکی معیشت بہتری کی جانب گامزن ہے، برآمدات میں اضافہ ہوا ہے اور زرمبادلہ کے ذخائر میں بھی بہتری آئی ہے، بیرونی سرمایہ کاروں کا اعتماد بحال ہو رہا ہے۔: [336, 658, 479, 763]
continuation-title: بقیہ جات: [845, 1242, 891, 1254]
continuation-number: 47: [298, 1122, 324, 1138]
continuation-header-bar[interactable]: [490, 765, 633, 784]
continuation-tag: بقیہ: [184, 1122, 210, 1138]
continuation-number: 3: [1219, 784, 1245, 800]
continuation-header-bar[interactable]: [183, 603, 326, 622]
article-paragraph: اجلاس میں فیصلہ کیا گیا کہ رپورٹ کے مطابق آئی چیف جسٹس نے تفصیل دے کر بتایا کہ درخواست گزار کی جانب سے دائر کی گئی اپیل پر سماعت مکمل کر لی گئی ہے اور فیصلہ محفوظ کر لیا گیا ہے، عدالت نے فریقین کے وکلا کو ہدایت کی کہ وہ تحریری دلائل جمع کرائیں تاکہ معاملے کا جائزہ لیا جا سکے۔ اجلاس میں فیصلہ کیا گیا کہ رپورٹ کے مطابق آئی چیف جسٹس نے تفصیل دے کر بتایا کہ درخواست گزار کی جانب سے دائر کی گئی اپیل پر سماعت مکمل کر لی گئی ہے اور فیصلہ محفوظ کر لیا گیا ہے، عدالت نے فریقین کے وکلا کو ہدایت کی کہ وہ تحریری دلائل جمع کرائیں تاکہ معاملے کا جائزہ لیا جا سکے۔: [950, 777, 1093, 917]
article-paragraph: اپنی ٹیکنالوجی کے لیے یہ ممالک ایران اور دوسرے ملکوں پر انحصار کرنے کے بجائے اس شعبے میں خود مختار ملک کی جانب بڑھ رہے ہیں جو انہیں تحفظ دینے کی صلاحیت اور اہلیت رکھتا ہے، دوسرے خلیجی ممالک کی شمولیت سے خطے میں ایک نیا توازن قائم ہونے کی توقع کی جا رہی ہے اور اس سلسلے میں مختلف سطحوں پر مشاورت کا عمل جاری ہے۔ اپنی ٹیکنالوجی کے لیے یہ ممالک ایران اور دوسرے ملکوں پر انحصار کرنے کے بجائے اس شعبے میں خود مختار ملک کی جانب بڑھ رہے ہیں جو انہیں تحفظ دینے کی صلاحیت اور اہلیت رکھتا ہے، دوسرے خلیجی ممالک کی شمولیت سے خطے میں ایک نیا توازن قائم ہونے کی توقع کی جا رہی ہے اور اس سلسلے میں مختلف سطحوں پر مشاورت کا عمل جاری ہے۔: [1103, 1535, 1246, 1700]
continuation-number: 41: [298, 224, 324, 240]
page-masthead: [0, 100, 1275, 111]
continuation-title: بقیہ جات: [691, 848, 737, 860]
article-paragraph: اپنی ٹیکنالوجی کے لیے یہ ممالک ایران اور دوسرے ملکوں پر انحصار کرنے کے بجائے اس شعبے میں خود مختار ملک کی جانب بڑھ رہے ہیں جو انہیں تحفظ دینے کی صلاحیت اور اہلیت رکھتا ہے، دوسرے خلیجی ممالک کی شمولیت سے خطے میں ایک نیا توازن قائم ہونے کی توقع کی جا رہی ہے اور اس سلسلے میں مختلف سطحوں پر مشاورت کا عمل جاری ہے۔ اپنی ٹیکنالوجی کے لیے یہ ممالک ایران اور دوسرے ملکوں پر انحصار کرنے کے بجائے اس شعبے میں خود مختار ملک کی جانب بڑھ رہے ہیں جو انہیں تحفظ دینے کی صلاحیت اور اہلیت رکھتا ہے، دوسرے خلیجی ممالک کی شمولیت سے خطے میں ایک نیا توازن قائم ہونے کی توقع کی جا رہی ہے اور اس سلسلے میں مختلف سطحوں پر مشاورت کا عمل جاری ہے۔: [336, 908, 479, 1072]
continuation-title: بقیہ جات: [1152, 786, 1198, 798]
continuation-number: 16: [912, 933, 938, 949]
continuation-tag: بقیہ: [338, 411, 364, 427]
article-paragraph: انہوں نے کہا کہ حکومت اس بات کو یقینی بنائے گی کہ عوام کو ریلیف ملے اور مہنگائی پر قابو پایا جا سکے، اس مقصد کے لیے مختلف اقدامات کیے جا رہے ہیں جن میں اشیائے ضروریہ کی قیمتوں پر نظر رکھنا اور ذخیرہ اندوزوں کے خلاف کارروائی شامل ہے، ضلعی انتظامیہ کو سخت ہدایات جاری کر دی گئی ہیں۔ انہوں نے کہا کہ حکومت اس بات کو یقینی بنائے گی کہ عوام کو ریلیف ملے اور مہنگائی پر قابو پایا جا سکے، اس مقصد کے لیے مختلف اقدامات کیے جا رہے ہیں جن میں اشیائے ضروریہ کی قیمتوں پر نظر رکھنا اور ذخیرہ اندوزوں کے خلاف کارروائی شامل ہے، ضلعی انتظامیہ کو سخت ہدایات جاری کر دی گئی ہیں۔: [950, 128, 1093, 268]
continuation-title: بقیہ جات: [384, 887, 430, 899]
continuation-tag: بقیہ: [798, 1240, 824, 1256]
continuation-title: بقیہ جات: [231, 606, 277, 618]
continuation-tag: بقیہ: [645, 846, 671, 862]
article-paragraph: اجلاس میں فیصلہ کیا گیا کہ رپورٹ کے مطابق آئی چیف جسٹس نے تفصیل دے کر بتایا کہ درخواست گزار کی جانب سے دائر کی گئی اپیل پر سماعت مکمل کر لی گئی ہے اور فیصلہ محفوظ کر لیا گیا ہے، عدالت نے فریقین کے وکلا کو ہدایت کی کہ وہ تحریری دلائل جمع کرائیں تاکہ معاملے کا جائزہ لیا جا سکے۔ اجلاس میں فیصلہ کیا گیا کہ رپورٹ کے مطابق آئی چیف جسٹس نے تفصیل دے کر بتایا کہ درخواست گزار کی جانب سے دائر کی گئی اپیل پر سماعت مکمل کر لی گئی ہے اور فیصلہ محفوظ کر لیا گیا ہے، عدالت نے فریقین کے وکلا کو ہدایت کی کہ وہ تحریری دلائل جمع کرائیں تاکہ معاملے کا جائزہ لیا جا سکے۔: [796, 791, 939, 931]
continuation-tag: بقیہ: [491, 1073, 517, 1089]
continuation-title: بقیہ جات: [691, 1344, 737, 1356]
continuation-tag: بقیہ: [338, 766, 364, 782]
continuation-number: 27: [758, 354, 784, 370]
continuation-tag: بقیہ: [184, 957, 210, 973]
newspaper-column: [637, 126, 791, 2290]
continuation-title: بقیہ جات: [231, 1385, 277, 1397]
article-paragraph: اجلاس میں فیصلہ کیا گیا کہ رپورٹ کے مطابق آئی چیف جسٹس نے تفصیل دے کر بتایا کہ درخواست گزار کی جانب سے دائر کی گئی اپیل پر سماعت مکمل کر لی گئی ہے اور فیصلہ محفوظ کر لیا گیا ہے، عدالت نے فریقین کے وکلا کو ہدایت کی کہ وہ تحریری دلائل جمع کرائیں تاکہ معاملے کا جائزہ لیا جا سکے۔ اجلاس میں فیصلہ کیا گیا کہ رپورٹ کے مطابق آئی چیف جسٹس نے تفصیل دے کر بتایا کہ درخواست گزار کی جانب سے دائر کی گئی اپیل پر سماعت مکمل کر لی گئی ہے اور فیصلہ محفوظ کر لیا گیا ہے، عدالت نے فریقین کے وکلا کو ہدایت کی کہ وہ تحریری دلائل جمع کرائیں تاکہ معاملے کا جائزہ لیا جا سکے۔: [182, 815, 325, 955]
continuation-header-bar[interactable]: [1104, 617, 1247, 636]
continuation-number: 5: [1219, 1150, 1245, 1166]
article-paragraph: اپنی ٹیکنالوجی کے لیے یہ ممالک ایران اور دوسرے ملکوں پر انحصار کرنے کے بجائے اس شعبے میں خود مختار ملک کی جانب بڑھ رہے ہیں جو انہیں تحفظ دینے کی صلاحیت اور اہلیت رکھتا ہے، دوسرے خلیجی ممالک کی شمولیت سے خطے میں ایک نیا توازن قائم ہونے کی توقع کی جا رہی ہے اور اس سلسلے میں مختلف سطحوں پر مشاورت کا عمل جاری ہے۔ اپنی ٹیکنالوجی کے لیے یہ ممالک ایران اور دوسرے ملکوں پر انحصار کرنے کے بجائے اس شعبے میں خود مختار ملک کی جانب بڑھ رہے ہیں جو انہیں تحفظ دینے کی صلاحیت اور اہلیت رکھتا ہے، دوسرے خلیجی ممالک کی شمولیت سے خطے میں ایک نیا توازن قائم ہونے کی توقع کی جا رہی ہے اور اس سلسلے میں مختلف سطحوں پر مشاورت کا عمل جاری ہے۔: [643, 378, 786, 542]
continuation-title: بقیہ جات: [691, 356, 737, 368]
continuation-header-bar[interactable]: [183, 353, 326, 372]
continuation-header-bar[interactable]: [29, 792, 172, 811]
article-paragraph: اس موقع پر اظہار خیال کرتے ہوئے انہوں نے کہا کہ ملکی معیشت بہتری کی جانب گامزن ہے، برآمدات میں اضافہ ہوا ہے اور زرمبادلہ کے ذخائر میں بھی بہتری آئی ہے، بیرونی سرمایہ کاروں کا اعتماد بحال ہو رہا ہے۔ اس موقع پر اظہار خیال کرتے ہوئے انہوں نے کہا کہ ملکی معیشت بہتری کی جانب گامزن ہے، برآمدات میں اضافہ ہوا ہے اور زرمبادلہ کے ذخائر میں بھی بہتری آئی ہے، بیرونی سرمایہ کاروں کا اعتماد بحال ہو رہا ہے۔: [950, 672, 1093, 777]
article-paragraph: اپنی ٹیکنالوجی کے لیے یہ ممالک ایران اور دوسرے ملکوں پر انحصار کرنے کے بجائے اس شعبے میں خود مختار ملک کی جانب بڑھ رہے ہیں جو انہیں تحفظ دینے کی صلاحیت اور اہلیت رکھتا ہے، دوسرے خلیجی ممالک کی شمولیت سے خطے میں ایک نیا توازن قائم ہونے کی توقع کی جا رہی ہے اور اس سلسلے میں مختلف سطحوں پر مشاورت کا عمل جاری ہے۔ اپنی ٹیکنالوجی کے لیے یہ ممالک ایران اور دوسرے ملکوں پر انحصار کرنے کے بجائے اس شعبے میں خود مختار ملک کی جانب بڑھ رہے ہیں جو انہیں تحفظ دینے کی صلاحیت اور اہلیت رکھتا ہے، دوسرے خلیجی ممالک کی شمولیت سے خطے میں ایک نیا توازن قائم ہونے کی توقع کی جا رہی ہے اور اس سلسلے میں مختلف سطحوں پر مشاورت کا عمل جاری ہے۔: [29, 490, 172, 654]
article-paragraph: اس موقع پر اظہار خیال کرتے ہوئے انہوں نے کہا کہ ملکی معیشت بہتری کی جانب گامزن ہے، برآمدات میں اضافہ ہوا ہے اور زرمبادلہ کے ذخائر میں بھی بہتری آئی ہے، بیرونی سرمایہ کاروں کا اعتماد بحال ہو رہا ہے۔ اس موقع پر اظہار خیال کرتے ہوئے انہوں نے کہا کہ ملکی معیشت بہتری کی جانب گامزن ہے، برآمدات میں اضافہ ہوا ہے اور زرمبادلہ کے ذخائر میں بھی بہتری آئی ہے، بیرونی سرمایہ کاروں کا اعتماد بحال ہو رہا ہے۔: [643, 1235, 786, 1339]
article-paragraph: ترجمان نے بتایا کہ اس منصوبے پر کام تیزی سے جاری ہے اور امید ہے کہ یہ مقررہ مدت میں مکمل ہو جائے گا، منصوبے کی تکمیل سے علاقے کے عوام کو بہت فائدہ ہوگا اور روزگار کے نئے مواقع بھی پیدا ہوں گے۔ ترجمان نے بتایا کہ اس منصوبے پر کام تیزی سے جاری ہے اور امید ہے کہ یہ مقررہ مدت میں مکمل ہو جائے گا، منصوبے کی تکمیل سے علاقے کے عوام کو بہت فائدہ ہوگا اور روزگار کے نئے مواقع بھی پیدا ہوں گے۔: [336, 435, 479, 527]
continuation-tag: بقیہ: [491, 635, 517, 651]
continuation-number: 36: [451, 411, 477, 427]
continuation-number: 35: [451, 269, 477, 285]
continuation-number: 17: [912, 1098, 938, 1114]
continuation-number: 19: [912, 1359, 938, 1375]
article-paragraph: ذرائع کے مطابق اجلاس میں اس امر پر بھی غور کیا گیا کہ آئندہ مالی سال کے بجٹ میں ترقیاتی منصوبوں کے لیے خاطر خواہ رقم مختص کی جائے، اس ضمن میں متعلقہ محکموں سے تجاویز طلب کر لی گئی ہیں اور ان کا جائزہ لینے کے بعد حتمی فیصلہ کیا جائے گا۔ ذرائع کے مطابق اجلاس میں اس امر پر بھی غور کیا گیا کہ آئندہ مالی سال کے بجٹ میں ترقیاتی منصوبوں کے لیے خاطر خواہ رقم مختص کی جائے، اس ضمن میں متعلقہ محکموں سے تجاویز طلب کر لی گئی ہیں اور ان کا جائزہ لینے کے بعد حتمی فیصلہ کیا جائے گا۔: [29, 817, 172, 933]
article-paragraph: اجلاس میں فیصلہ کیا گیا کہ رپورٹ کے مطابق آئی چیف جسٹس نے تفصیل دے کر بتایا کہ درخواست گزار کی جانب سے دائر کی گئی اپیل پر سماعت مکمل کر لی گئی ہے اور فیصلہ محفوظ کر لیا گیا ہے، عدالت نے فریقین کے وکلا کو ہدایت کی کہ وہ تحریری دلائل جمع کرائیں تاکہ معاملے کا جائزہ لیا جا سکے۔ اجلاس میں فیصلہ کیا گیا کہ رپورٹ کے مطابق آئی چیف جسٹس نے تفصیل دے کر بتایا کہ درخواست گزار کی جانب سے دائر کی گئی اپیل پر سماعت مکمل کر لی گئی ہے اور فیصلہ محفوظ کر لیا گیا ہے، عدالت نے فریقین کے وکلا کو ہدایت کی کہ وہ تحریری دلائل جمع کرائیں تاکہ معاملے کا جائزہ لیا جا سکے۔: [29, 232, 172, 372]
article-paragraph: پولیس کے مطابق ملزمان کو گرفتار کر کے ان کے قبضے سے اسلحہ برآمد کر لیا گیا ہے، مقدمہ درج کر کے مزید تفتیش کا آغاز کر دیا گیا ہے، ملزمان کے دیگر ساتھیوں کی گرفتاری کے لیے چھاپے مارے جا رہے ہیں۔ پولیس کے مطابق ملزمان کو گرفتار کر کے ان کے قبضے سے اسلحہ برآمد کر لیا گیا ہے، مقدمہ درج کر کے مزید تفتیش کا آغاز کر دیا گیا ہے، ملزمان کے دیگر ساتھیوں کی گرفتاری کے لیے چھاپے مارے جا رہے ہیں۔: [950, 942, 1093, 1034]
article-paragraph: ترجمان نے بتایا کہ اس منصوبے پر کام تیزی سے جاری ہے اور امید ہے کہ یہ مقررہ مدت میں مکمل ہو جائے گا، منصوبے کی تکمیل سے علاقے کے عوام کو بہت فائدہ ہوگا اور روزگار کے نئے مواقع بھی پیدا ہوں گے۔ ترجمان نے بتایا کہ اس منصوبے پر کام تیزی سے جاری ہے اور امید ہے کہ یہ مقررہ مدت میں مکمل ہو جائے گا، منصوبے کی تکمیل سے علاقے کے عوام کو بہت فائدہ ہوگا اور روزگار کے نئے مواقع بھی پیدا ہوں گے۔: [182, 128, 325, 220]
continuation-number: 46: [298, 957, 324, 973]
article-paragraph: ترجمان نے بتایا کہ اس منصوبے پر کام تیزی سے جاری ہے اور امید ہے کہ یہ مقررہ مدت میں مکمل ہو جائے گا، منصوبے کی تکمیل سے علاقے کے عوام کو بہت فائدہ ہوگا اور روزگار کے نئے مواقع بھی پیدا ہوں گے۔ ترجمان نے بتایا کہ اس منصوبے پر کام تیزی سے جاری ہے اور امید ہے کہ یہ مقررہ مدت میں مکمل ہو جائے گا، منصوبے کی تکمیل سے علاقے کے عوام کو بہت فائدہ ہوگا اور روزگار کے نئے مواقع بھی پیدا ہوں گے۔: [950, 409, 1093, 501]
continuation-title: بقیہ جات: [384, 1075, 430, 1087]
article-paragraph: اس موقع پر اظہار خیال کرتے ہوئے انہوں نے کہا کہ ملکی معیشت بہتری کی جانب گامزن ہے، برآمدات میں اضافہ ہوا ہے اور زرمبادلہ کے ذخائر میں بھی بہتری آئی ہے، بیرونی سرمایہ کاروں کا اعتماد بحال ہو رہا ہے۔ اس موقع پر اظہار خیال کرتے ہوئے انہوں نے کہا کہ ملکی معیشت بہتری کی جانب گامزن ہے، برآمدات میں اضافہ ہوا ہے اور زرمبادلہ کے ذخائر میں بھی بہتری آئی ہے، بیرونی سرمایہ کاروں کا اعتماد بحال ہو رہا ہے۔: [643, 128, 786, 232]
article-paragraph: ذرائع کے مطابق اجلاس میں اس امر پر بھی غور کیا گیا کہ آئندہ مالی سال کے بجٹ میں ترقیاتی منصوبوں کے لیے خاطر خواہ رقم مختص کی جائے، اس ضمن میں متعلقہ محکموں سے تجاویز طلب کر لی گئی ہیں اور ان کا جائزہ لینے کے بعد حتمی فیصلہ کیا جائے گا۔ ذرائع کے مطابق اجلاس میں اس امر پر بھی غور کیا گیا کہ آئندہ مالی سال کے بجٹ میں ترقیاتی منصوبوں کے لیے خاطر خواہ رقم مختص کی جائے، اس ضمن میں متعلقہ محکموں سے تجاویز طلب کر لی گئی ہیں اور ان کا جائزہ لینے کے بعد حتمی فیصلہ کیا جائے گا۔: [950, 292, 1093, 409]
continuation-tag: بقیہ: [952, 519, 978, 535]
continuation-number: 7: [1065, 269, 1091, 285]
article-paragraph: اپنی ٹیکنالوجی کے لیے یہ ممالک ایران اور دوسرے ملکوں پر انحصار کرنے کے بجائے اس شعبے میں خود مختار ملک کی جانب بڑھ رہے ہیں جو انہیں تحفظ دینے کی صلاحیت اور اہلیت رکھتا ہے، دوسرے خلیجی ممالک کی شمولیت سے خطے میں ایک نیا توازن قائم ہونے کی توقع کی جا رہی ہے اور اس سلسلے میں مختلف سطحوں پر مشاورت کا عمل جاری ہے۔ اپنی ٹیکنالوجی کے لیے یہ ممالک ایران اور دوسرے ملکوں پر انحصار کرنے کے بجائے اس شعبے میں خود مختار ملک کی جانب بڑھ رہے ہیں جو انہیں تحفظ دینے کی صلاحیت اور اہلیت رکھتا ہے، دوسرے خلیجی ممالک کی شمولیت سے خطے میں ایک نیا توازن قائم ہونے کی توقع کی جا رہی ہے اور اس سلسلے میں مختلف سطحوں پر مشاورت کا عمل جاری ہے۔: [489, 908, 632, 1072]
article-paragraph: ترجمان نے بتایا کہ اس منصوبے پر کام تیزی سے جاری ہے اور امید ہے کہ یہ مقررہ مدت میں مکمل ہو جائے گا، منصوبے کی تکمیل سے علاقے کے عوام کو بہت فائدہ ہوگا اور روزگار کے نئے مواقع بھی پیدا ہوں گے۔ ترجمان نے بتایا کہ اس منصوبے پر کام تیزی سے جاری ہے اور امید ہے کہ یہ مقررہ مدت میں مکمل ہو جائے گا، منصوبے کی تکمیل سے علاقے کے عوام کو بہت فائدہ ہوگا اور روزگار کے نئے مواقع بھی پیدا ہوں گے۔: [643, 985, 786, 1077]
continuation-title: بقیہ جات: [1152, 928, 1198, 940]
continuation-number: 24: [758, 1342, 784, 1358]
continuation-number: 43: [298, 485, 324, 501]
continuation-header-bar[interactable]: [797, 131, 940, 150]
continuation-header-bar[interactable]: [797, 355, 940, 374]
continuation-header-bar[interactable]: [183, 1120, 326, 1139]
continuation-title: بقیہ جات: [77, 376, 123, 388]
continuation-title: بقیہ جات: [691, 237, 737, 249]
continuation-title: بقیہ جات: [845, 489, 891, 501]
continuation-tag: بقیہ: [491, 885, 517, 901]
continuation-tag: بقیہ: [798, 1098, 824, 1114]
continuation-number: 2: [1219, 619, 1245, 635]
continuation-tag: بقیہ: [184, 485, 210, 501]
continuation-title: بقیہ جات: [538, 768, 584, 780]
article-paragraph: اس موقع پر اظہار خیال کرتے ہوئے انہوں نے کہا کہ ملکی معیشت بہتری کی جانب گامزن ہے، برآمدات میں اضافہ ہوا ہے اور زرمبادلہ کے ذخائر میں بھی بہتری آئی ہے، بیرونی سرمایہ کاروں کا اعتماد بحال ہو رہا ہے۔ اس موقع پر اظہار خیال کرتے ہوئے انہوں نے کہا کہ ملکی معیشت بہتری کی جانب گامزن ہے، برآمدات میں اضافہ ہوا ہے اور زرمبادلہ کے ذخائر میں بھی بہتری آئی ہے، بیرونی سرمایہ کاروں کا اعتماد بحال ہو رہا ہے۔: [796, 380, 939, 484]
continuation-header-bar[interactable]: [183, 1262, 326, 1281]
continuation-number: 11: [1065, 1177, 1091, 1193]
continuation-tag: بقیہ: [798, 133, 824, 149]
article-paragraph: انہوں نے مزید کہا کہ تعلیم اور صحت کے شعبوں میں بہتری لانے کے لیے خصوصی اقدامات کیے جا رہے ہیں، سرکاری اسپتالوں میں ادویات کی فراہمی کو یقینی بنایا جائے گا اور اسکولوں میں بنیادی سہولیات فراہم کی جائیں گی۔ انہوں نے مزید کہا کہ تعلیم اور صحت کے شعبوں میں بہتری لانے کے لیے خصوصی اقدامات کیے جا رہے ہیں، سرکاری اسپتالوں میں ادویات کی فراہمی کو یقینی بنایا جائے گا اور اسکولوں میں بنیادی سہولیات فراہم کی جائیں گی۔: [1103, 1173, 1246, 1277]
continuation-tag: بقیہ: [645, 1462, 671, 1478]
continuation-header-bar[interactable]: [643, 234, 786, 253]
article-subheading: خبر جاری ہے: [1001, 502, 1042, 511]
continuation-header-bar[interactable]: [490, 634, 633, 653]
continuation-number: 1: [1219, 292, 1245, 308]
article-paragraph: ذرائع کے مطابق اجلاس میں اس امر پر بھی غور کیا گیا کہ آئندہ مالی سال کے بجٹ میں ترقیاتی منصوبوں کے لیے خاطر خواہ رقم مختص کی جائے، اس ضمن میں متعلقہ محکموں سے تجاویز طلب کر لی گئی ہیں اور ان کا جائزہ لینے کے بعد حتمی فیصلہ کیا جائے گا۔ ذرائع کے مطابق اجلاس میں اس امر پر بھی غور کیا گیا کہ آئندہ مالی سال کے بجٹ میں ترقیاتی منصوبوں کے لیے خاطر خواہ رقم مختص کی جائے، اس ضمن میں متعلقہ محکموں سے تجاویز طلب کر لی گئی ہیں اور ان کا جائزہ لینے کے بعد حتمی فیصلہ کیا جائے گا۔: [950, 1388, 1093, 1504]
continuation-title: بقیہ جات: [998, 651, 1044, 663]
continuation-header-bar[interactable]: [336, 884, 479, 903]
continuation-header-bar[interactable]: [490, 503, 633, 522]
continuation-number: 26: [758, 235, 784, 251]
article-paragraph: اجلاس میں فیصلہ کیا گیا کہ رپورٹ کے مطابق آئی چیف جسٹس نے تفصیل دے کر بتایا کہ درخواست گزار کی جانب سے دائر کی گئی اپیل پر سماعت مکمل کر لی گئی ہے اور فیصلہ محفوظ کر لیا گیا ہے، عدالت نے فریقین کے وکلا کو ہدایت کی کہ وہ تحریری دلائل جمع کرائیں تاکہ معاملے کا جائزہ لیا جا سکے۔ اجلاس میں فیصلہ کیا گیا کہ رپورٹ کے مطابق آئی چیف جسٹس نے تفصیل دے کر بتایا کہ درخواست گزار کی جانب سے دائر کی گئی اپیل پر سماعت مکمل کر لی گئی ہے اور فیصلہ محفوظ کر لیا گیا ہے، عدالت نے فریقین کے وکلا کو ہدایت کی کہ وہ تحریری دلائل جمع کرائیں تاکہ معاملے کا جائزہ لیا جا سکے۔: [489, 128, 632, 268]
continuation-title: بقیہ جات: [384, 271, 430, 283]
continuation-number: 45: [298, 792, 324, 808]
continuation-number: 30: [605, 505, 631, 521]
article-paragraph: انہوں نے مزید کہا کہ تعلیم اور صحت کے شعبوں میں بہتری لانے کے لیے خصوصی اقدامات کیے جا رہے ہیں، سرکاری اسپتالوں میں ادویات کی فراہمی کو یقینی بنایا جائے گا اور اسکولوں میں بنیادی سہولیات فراہم کی جائیں گی۔ انہوں نے مزید کہا کہ تعلیم اور صحت کے شعبوں میں بہتری لانے کے لیے خصوصی اقدامات کیے جا رہے ہیں، سرکاری اسپتالوں میں ادویات کی فراہمی کو یقینی بنایا جائے گا اور اسکولوں میں بنیادی سہولیات فراہم کی جائیں گی۔: [182, 1406, 325, 1510]
continuation-title: بقیہ جات: [691, 1214, 737, 1226]
continuation-header-bar[interactable]: [183, 955, 326, 974]
continuation-header-bar[interactable]: [183, 484, 326, 503]
article-paragraph: ترجمان نے بتایا کہ اس منصوبے پر کام تیزی سے جاری ہے اور امید ہے کہ یہ مقررہ مدت میں مکمل ہو جائے گا، منصوبے کی تکمیل سے علاقے کے عوام کو بہت فائدہ ہوگا اور روزگار کے نئے مواقع بھی پیدا ہوں گے۔ ترجمان نے بتایا کہ اس منصوبے پر کام تیزی سے جاری ہے اور امید ہے کہ یہ مقررہ مدت میں مکمل ہو جائے گا، منصوبے کی تکمیل سے علاقے کے عوام کو بہت فائدہ ہوگا اور روزگار کے نئے مواقع بھی پیدا ہوں گے۔: [489, 409, 632, 501]
continuation-header-bar[interactable]: [183, 222, 326, 241]
continuation-title: بقیہ جات: [384, 637, 430, 649]
continuation-tag: بقیہ: [952, 269, 978, 285]
continuation-tag: بقیہ: [645, 1342, 671, 1358]
continuation-header-bar[interactable]: [797, 931, 940, 950]
continuation-header-bar[interactable]: [950, 268, 1093, 287]
continuation-tag: بقیہ: [338, 1073, 364, 1089]
continuation-tag: بقیہ: [645, 235, 671, 251]
article-paragraph: اس موقع پر اظہار خیال کرتے ہوئے انہوں نے کہا کہ ملکی معیشت بہتری کی جانب گامزن ہے، برآمدات میں اضافہ ہوا ہے اور زرمبادلہ کے ذخائر میں بھی بہتری آئی ہے، بیرونی سرمایہ کاروں کا اعتماد بحال ہو رہا ہے۔ اس موقع پر اظہار خیال کرتے ہوئے انہوں نے کہا کہ ملکی معیشت بہتری کی جانب گامزن ہے، برآمدات میں اضافہ ہوا ہے اور زرمبادلہ کے ذخائر میں بھی بہتری آئی ہے، بیرونی سرمایہ کاروں کا اعتماد بحال ہو رہا ہے۔: [29, 1131, 172, 1235]
article-paragraph: ذرائع کے مطابق اجلاس میں اس امر پر بھی غور کیا گیا کہ آئندہ مالی سال کے بجٹ میں ترقیاتی منصوبوں کے لیے خاطر خواہ رقم مختص کی جائے، اس ضمن میں متعلقہ محکموں سے تجاویز طلب کر لی گئی ہیں اور ان کا جائزہ لینے کے بعد حتمی فیصلہ کیا جائے گا۔ ذرائع کے مطابق اجلاس میں اس امر پر بھی غور کیا گیا کہ آئندہ مالی سال کے بجٹ میں ترقیاتی منصوبوں کے لیے خاطر خواہ رقم مختص کی جائے، اس ضمن میں متعلقہ محکموں سے تجاویز طلب کر لی گئی ہیں اور ان کا جائزہ لینے کے بعد حتمی فیصلہ کیا جائے گا۔: [796, 1121, 939, 1237]
newspaper-column: [791, 126, 945, 2290]
continuation-number: 15: [912, 768, 938, 784]
continuation-title: بقیہ جات: [845, 770, 891, 782]
continuation-number: 14: [912, 487, 938, 503]
continuation-title: بقیہ جات: [231, 356, 277, 368]
article-paragraph: ترجمان نے بتایا کہ اس منصوبے پر کام تیزی سے جاری ہے اور امید ہے کہ یہ مقررہ مدت میں مکمل ہو جائے گا، منصوبے کی تکمیل سے علاقے کے عوام کو بہت فائدہ ہوگا اور روزگار کے نئے مواقع بھی پیدا ہوں گے۔ ترجمان نے بتایا کہ اس منصوبے پر کام تیزی سے جاری ہے اور امید ہے کہ یہ مقررہ مدت میں مکمل ہو جائے گا، منصوبے کی تکمیل سے علاقے کے عوام کو بہت فائدہ ہوگا اور روزگار کے نئے مواقع بھی پیدا ہوں گے۔: [1103, 949, 1246, 1041]
continuation-header-bar[interactable]: [797, 1358, 940, 1377]
continuation-number: 33: [605, 885, 631, 901]
continuation-header-bar[interactable]: [797, 1238, 940, 1257]
continuation-tag: بقیہ: [184, 792, 210, 808]
continuation-number: 8: [1065, 519, 1091, 535]
article-paragraph: اس موقع پر اظہار خیال کرتے ہوئے انہوں نے کہا کہ ملکی معیشت بہتری کی جانب گامزن ہے، برآمدات میں اضافہ ہوا ہے اور زرمبادلہ کے ذخائر میں بھی بہتری آئی ہے، بیرونی سرمایہ کاروں کا اعتماد بحال ہو رہا ہے۔ اس موقع پر اظہار خیال کرتے ہوئے انہوں نے کہا کہ ملکی معیشت بہتری کی جانب گامزن ہے، برآمدات میں اضافہ ہوا ہے اور زرمبادلہ کے ذخائر میں بھی بہتری آئی ہے، بیرونی سرمایہ کاروں کا اعتماد بحال ہو رہا ہے۔: [29, 128, 172, 232]
continuation-header-bar[interactable]: [336, 765, 479, 784]
continuation-title: بقیہ جات: [998, 1179, 1044, 1191]
continuation-title: بقیہ جات: [231, 487, 277, 499]
article-paragraph: پولیس کے مطابق ملزمان کو گرفتار کر کے ان کے قبضے سے اسلحہ برآمد کر لیا گیا ہے، مقدمہ درج کر کے مزید تفتیش کا آغاز کر دیا گیا ہے، ملزمان کے دیگر ساتھیوں کی گرفتاری کے لیے چھاپے مارے جا رہے ہیں۔ پولیس کے مطابق ملزمان کو گرفتار کر کے ان کے قبضے سے اسلحہ برآمد کر لیا گیا ہے، مقدمہ درج کر کے مزید تفتیش کا آغاز کر دیا گیا ہے، ملزمان کے دیگر ساتھیوں کی گرفتاری کے لیے چھاپے مارے جا رہے ہیں۔: [29, 397, 172, 489]
continuation-header-bar[interactable]: [643, 1341, 786, 1360]
continuation-number: 22: [758, 1081, 784, 1097]
article-paragraph: اپنی ٹیکنالوجی کے لیے یہ ممالک ایران اور دوسرے ملکوں پر انحصار کرنے کے بجائے اس شعبے میں خود مختار ملک کی جانب بڑھ رہے ہیں جو انہیں تحفظ دینے کی صلاحیت اور اہلیت رکھتا ہے، دوسرے خلیجی ممالک کی شمولیت سے خطے میں ایک نیا توازن قائم ہونے کی توقع کی جا رہی ہے اور اس سلسلے میں مختلف سطحوں پر مشاورت کا عمل جاری ہے۔ اپنی ٹیکنالوجی کے لیے یہ ممالک ایران اور دوسرے ملکوں پر انحصار کرنے کے بجائے اس شعبے میں خود مختار ملک کی جانب بڑھ رہے ہیں جو انہیں تحفظ دینے کی صلاحیت اور اہلیت رکھتا ہے، دوسرے خلیجی ممالک کی شمولیت سے خطے میں ایک نیا توازن قائم ہونے کی توقع کی جا رہی ہے اور اس سلسلے میں مختلف سطحوں پر مشاورت کا عمل جاری ہے۔: [643, 1485, 786, 1649]
continuation-number: 34: [605, 1073, 631, 1089]
article-paragraph: ذرائع کے مطابق اجلاس میں اس امر پر بھی غور کیا گیا کہ آئندہ مالی سال کے بجٹ میں ترقیاتی منصوبوں کے لیے خاطر خواہ رقم مختص کی جائے، اس ضمن میں متعلقہ محکموں سے تجاویز طلب کر لی گئی ہیں اور ان کا جائزہ لینے کے بعد حتمی فیصلہ کیا جائے گا۔ ذرائع کے مطابق اجلاس میں اس امر پر بھی غور کیا گیا کہ آئندہ مالی سال کے بجٹ میں ترقیاتی منصوبوں کے لیے خاطر خواہ رقم مختص کی جائے، اس ضمن میں متعلقہ محکموں سے تجاویز طلب کر لی گئی ہیں اور ان کا جائزہ لینے کے بعد حتمی فیصلہ کیا جائے گا۔: [336, 292, 479, 409]
article-paragraph: ترجمان نے بتایا کہ اس منصوبے پر کام تیزی سے جاری ہے اور امید ہے کہ یہ مقررہ مدت میں مکمل ہو جائے گا، منصوبے کی تکمیل سے علاقے کے عوام کو بہت فائدہ ہوگا اور روزگار کے نئے مواقع بھی پیدا ہوں گے۔ ترجمان نے بتایا کہ اس منصوبے پر کام تیزی سے جاری ہے اور امید ہے کہ یہ مقررہ مدت میں مکمل ہو جائے گا، منصوبے کی تکمیل سے علاقے کے عوام کو بہت فائدہ ہوگا اور روزگار کے نئے مواقع بھی پیدا ہوں گے۔: [796, 1263, 939, 1355]
newspaper-column: [177, 126, 331, 2290]
continuation-header-bar[interactable]: [643, 1210, 786, 1229]
continuation-number: 20: [912, 356, 938, 372]
